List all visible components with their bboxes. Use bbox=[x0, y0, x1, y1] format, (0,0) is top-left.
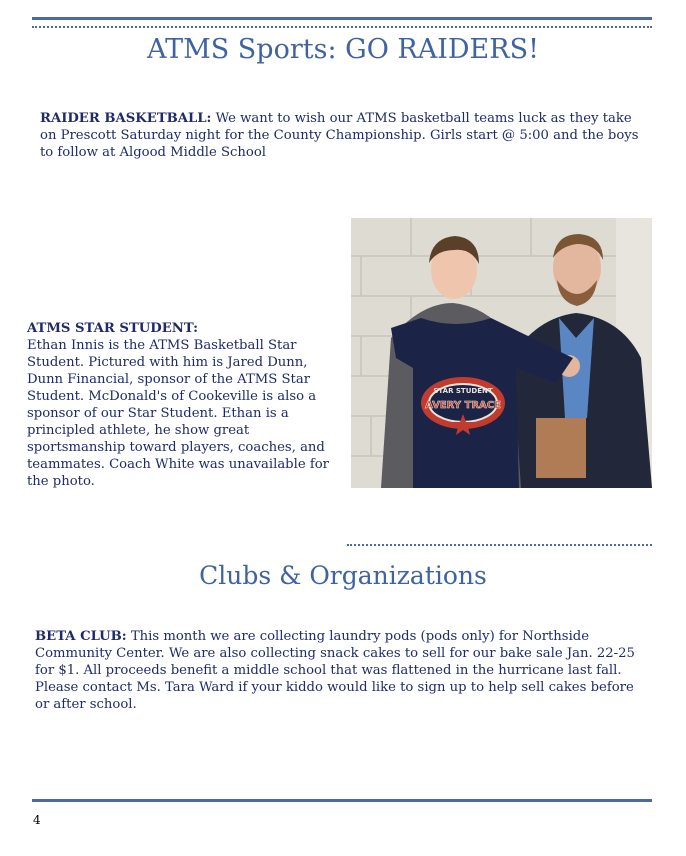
star-student-photo bbox=[351, 218, 652, 488]
clubs-heading: Clubs & Organizations bbox=[199, 561, 487, 590]
beta-club-text: This month we are collecting laundry pods (pods only) for Northside Community Center. We are also collecting snack cakes to sell for our bake sale Jan. 22-25 for $1. All proceeds benefit a middle school that was flattened in the hurricane last fall. Please contact Ms. Tara Ward if your kiddo would like to sign up to help sell cakes before or after school. bbox=[35, 629, 635, 712]
shirt-main-text: AVERY TRACE bbox=[425, 400, 501, 411]
page-number: 4 bbox=[33, 813, 41, 827]
photo-illustration bbox=[351, 218, 652, 488]
beta-club-label: BETA CLUB: bbox=[35, 629, 127, 644]
star-student-label: ATMS STAR STUDENT: bbox=[27, 321, 199, 336]
top-rule bbox=[32, 17, 652, 20]
bottom-rule bbox=[32, 799, 652, 802]
basketball-label: RAIDER BASKETBALL: bbox=[40, 111, 212, 126]
sports-heading: ATMS Sports: GO RAIDERS! bbox=[147, 34, 539, 65]
clubs-dotted-rule bbox=[347, 544, 652, 546]
shirt-top-text: STAR STUDENT bbox=[433, 387, 493, 395]
star-student-text: Ethan Innis is the ATMS Basketball Star Student. Pictured with him is Jared Dunn, Dunn Financial, sponsor of the ATMS Star Student. McDonald's of Cookeville is also a sponsor of our Star Student. Ethan is a principled athlete, he show great sportsmanship toward players, coaches, and teammates. Coach White was unavailable for the photo. bbox=[27, 338, 329, 489]
basketball-text: We want to wish our ATMS basketball teams luck as they take on Prescott Saturday night for the County Championship. Girls start @ 5:00 and the boys to follow at Algood Middle School bbox=[40, 111, 639, 160]
star-student-paragraph bbox=[27, 320, 342, 490]
beta-club-paragraph bbox=[35, 628, 647, 713]
top-dotted-rule bbox=[32, 26, 652, 28]
basketball-paragraph bbox=[40, 110, 650, 161]
